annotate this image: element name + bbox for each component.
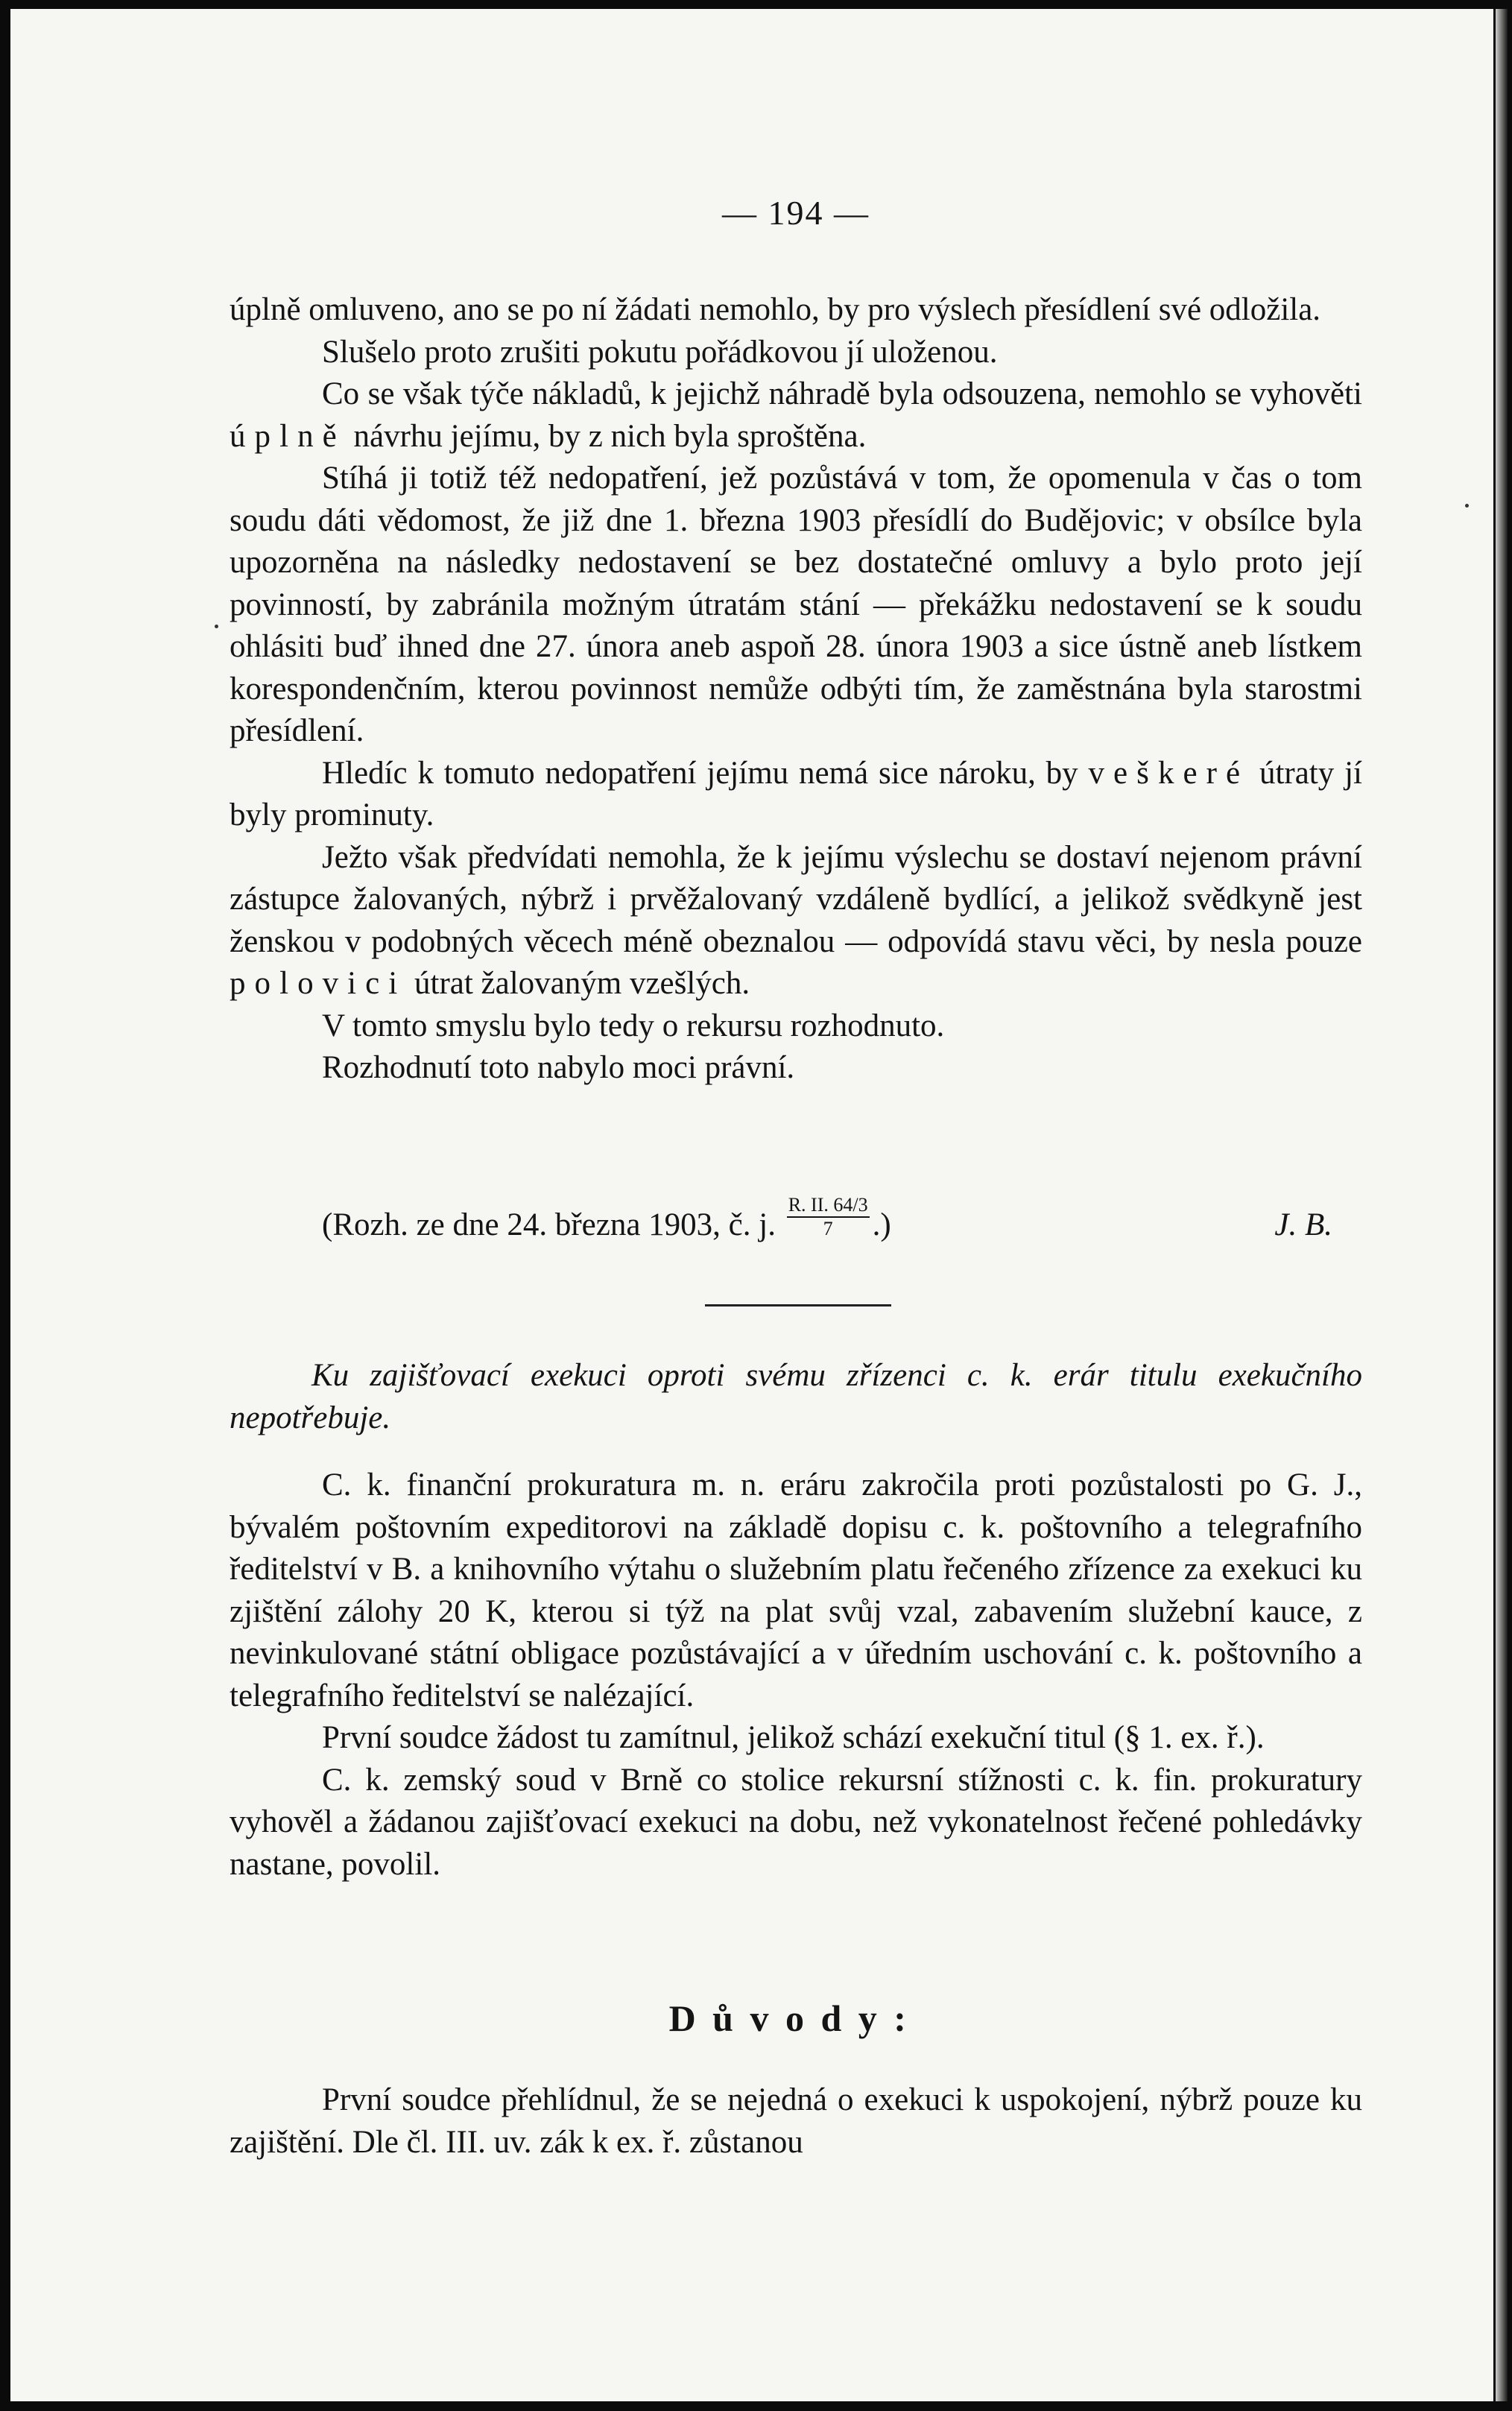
paragraph [230, 458, 1362, 753]
section-divider [705, 1304, 891, 1306]
page-number: — 194 — [722, 194, 870, 232]
scan-edge [1496, 9, 1508, 2401]
paragraph: C. k. finanční prokuratura m. n. eráru zakročila proti pozůstalosti po G. J., bývalém poštovním expeditorovi na základě dopisu c. k. poštovního a telegrafního ředitelství v B. a knihovního výtahu o služebním platu řečeného zřízence za exekuci ku zjištění zálohy 20 K, kterou si týž na plat svůj vzal, zabavením služební kauce, z nevinkulované státní obligace pozůstávající a v úředním uschování c. k. poštovního a telegrafního ředitelství se nalézající. [230, 1467, 1362, 1713]
text-run: Stíhá ji totiž též nedopatření, jež pozůstává v tom, že opomenula v čas o tom soudu dáti vědomost, že již dne 1. března 1903 přesídlí do Budějovic; v obsílce byla upozorněna na následky nedostavení se bez dostatečné omluvy a bylo proto její povinností, by zabránila možným útratám stání — překážku nedostavení se k soudu ohlásiti buď ihned dne 27. února aneb aspoň 28. února 1903 a sice ústně aneb lístkem korespondenčním, kterou povinnost nemůže odbýti tím, že zaměstnána byla starostmi přesídlení. [230, 461, 1362, 748]
paragraph [230, 289, 1362, 332]
scan-speck [215, 625, 218, 628]
case2-title: Ku zajišťovací exekuci oproti svému zřízenci c. k. erár titulu exekučního nepotřebuje. [230, 1358, 1362, 1435]
section-heading-duvody: Důvody: [668, 1997, 923, 2039]
text-run: úplně omluveno, ano se po ní žádati nemohlo, by pro výslech přesídlení své odložila. [230, 292, 1321, 327]
reasons-text [230, 2079, 1362, 2164]
text-run: návrhu jejímu, by z nich byla sproštěna. [345, 418, 867, 454]
case2-text [230, 1464, 1362, 1886]
paragraph: C. k. zemský soud v Brně co stolice rekursní stížnosti c. k. fin. prokuratury vyhověl a žádanou zajišťovací exekuci na dobu, než vykonatelnost řečené pohledávky nastane, povolil. [230, 1762, 1362, 1882]
case2-title-block [230, 1355, 1362, 1439]
text-run: Co se však týče nákladů, k jejichž náhradě byla odsouzena, nemohlo se vyhověti [322, 376, 1362, 411]
text-run: Slušelo proto zrušiti pokutu pořádkovou jí uloženou. [322, 334, 998, 370]
paragraph [230, 753, 1362, 837]
citation-text: (Rozh. ze dne 24. března 1903, č. j. [322, 1207, 776, 1242]
paragraph: První soudce žádost tu zamítnul, jelikož schází exekuční titul (§ 1. ex. ř.). [322, 1720, 1265, 1755]
text-run: Rozhodnutí toto nabylo moci právní. [322, 1050, 795, 1085]
paragraph [230, 332, 1362, 374]
text-run: útrat žalovaným vzešlých. [406, 966, 750, 1001]
paragraph [230, 373, 1362, 458]
spaced-emphasis: veškeré [1088, 755, 1250, 791]
scan-speck [1465, 504, 1469, 508]
paragraph: První soudce přehlídnul, že se nejedná o exekuci k uspokojení, nýbrž pouze ku zajištění. Dle čl. III. uv. zák k ex. ř. zůstanou [230, 2082, 1362, 2160]
fraction-numerator: R. II. 64/3 [787, 1194, 870, 1218]
author-initials: J. B. [1274, 1207, 1332, 1242]
fraction-denominator: 7 [823, 1218, 833, 1240]
text-run: V tomto smyslu bylo tedy o rekursu rozhodnuto. [322, 1008, 945, 1043]
text-run: útraty jí byly prominuty. [230, 755, 1362, 832]
text-run: Ježto však předvídati nemohla, že k jejímu výslechu se dostaví nejenom právní zástupce žalovaných, nýbrž i prvěžalovaný vzdáleně bydlící, a jelikož svědkyně jest ženskou v podobných věcech méně obeznalou — odpovídá stavu věci, by nesla pouze [230, 839, 1362, 959]
paragraph [230, 1047, 1362, 1090]
paragraph [230, 837, 1362, 1005]
case-number-fraction [787, 1194, 870, 1240]
citation-close: .) [872, 1207, 891, 1242]
case1-text [230, 289, 1362, 1090]
spaced-emphasis: úplně [230, 418, 346, 454]
text-run: Hledíc k tomuto nedopatření jejímu nemá sice nároku, by [322, 755, 1089, 791]
citation-line [230, 1194, 1362, 1249]
spaced-emphasis: polovici [230, 966, 407, 1001]
paragraph [230, 1005, 1362, 1048]
